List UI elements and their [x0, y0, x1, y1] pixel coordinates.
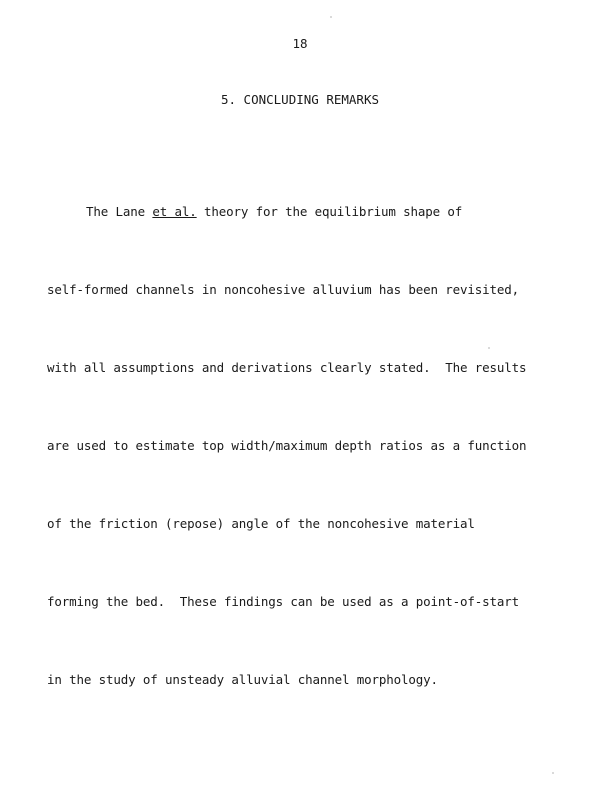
text-line — [47, 199, 577, 225]
scan-speck — [552, 772, 554, 774]
scan-speck — [488, 347, 490, 349]
text-line: in the study of unsteady alluvial channel morphology. — [47, 672, 438, 687]
text-segment: The Lane — [86, 204, 153, 219]
underlined-citation: et al. — [152, 204, 197, 219]
text-line: are used to estimate top width/maximum depth ratios as a function — [47, 438, 527, 453]
text-line: forming the bed. These findings can be used as a point-of-start — [47, 594, 520, 609]
text-line: self-formed channels in noncohesive alluvium has been revisited, — [47, 282, 520, 297]
section-heading: 5. CONCLUDING REMARKS — [220, 92, 380, 107]
scan-speck — [330, 16, 332, 18]
text-segment: theory for the equilibrium shape of — [196, 204, 463, 219]
text-line: with all assumptions and derivations clearly stated. The results — [47, 360, 527, 375]
text-line: of the friction (repose) angle of the noncohesive material — [47, 516, 475, 531]
page-number: 18 — [292, 36, 308, 51]
concluding-paragraph — [47, 147, 577, 719]
